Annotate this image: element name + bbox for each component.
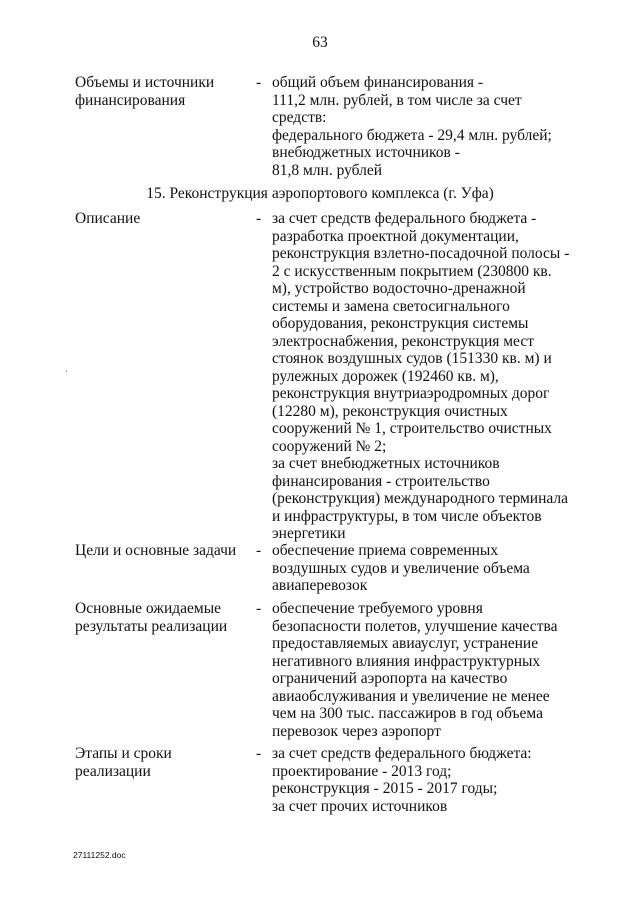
value-line: за счет средств федерального бюджета - <box>272 210 537 227</box>
value-line: системы и замена светосигнального <box>272 297 510 315</box>
results-value <box>272 600 572 740</box>
description-label <box>75 210 250 228</box>
section-heading: 15. Реконструкция аэропортового комплекса (г. Уфа) <box>146 185 494 202</box>
value-line: рулежных дорожек (192460 кв. м), <box>272 367 499 385</box>
value-line: негативного влияния инфраструктурных <box>272 652 541 670</box>
value-line: воздушных судов и увеличение объема <box>272 559 530 577</box>
value-line: реконструкция - 2015 - 2017 годы; <box>272 780 498 797</box>
value-line: 81,8 млн. рублей <box>272 161 383 179</box>
value-line: реконструкция внутриаэродромных дорог <box>272 385 550 402</box>
value-line: (12280 м), реконструкция очистных <box>272 402 508 420</box>
label-line: Описание <box>75 210 141 227</box>
footer-filename: 27111252.doc <box>73 850 126 860</box>
value-line: общий объем финансирования - <box>272 74 484 91</box>
stages-label <box>75 745 250 780</box>
value-line: авиаобслуживания и увеличение не менее <box>272 687 550 705</box>
value-line: сооружений № 2; <box>272 437 387 455</box>
value-line: внебюджетных источников - <box>272 144 460 161</box>
row-dash: - <box>256 542 262 559</box>
label-line: реализации <box>75 762 151 780</box>
description-value <box>272 210 572 543</box>
value-line: средств: <box>272 109 327 126</box>
row-dash: - <box>256 74 262 91</box>
value-line: электроснабжения, реконструкция мест <box>272 332 534 350</box>
value-line: оборудования, реконструкция системы <box>272 315 529 332</box>
value-line: 2 с искусственным покрытием (230800 кв. <box>272 262 552 280</box>
value-line: стоянок воздушных судов (151330 кв. м) и <box>272 350 552 367</box>
value-line: за счет прочих источников <box>272 797 448 815</box>
value-line: за счет средств федерального бюджета: <box>272 745 532 762</box>
value-line: энергетики <box>272 525 346 542</box>
row-dash: - <box>256 600 262 617</box>
label-line: Цели и основные задачи <box>75 542 237 559</box>
value-line: за счет внебюджетных источников <box>272 455 500 472</box>
margin-mark <box>66 370 67 372</box>
value-line: сооружений № 1, строительство очистных <box>272 420 552 437</box>
value-line: предоставляемых авиауслуг, устранение <box>272 635 539 652</box>
stages-value <box>272 745 572 815</box>
value-line: разработка проектной документации, <box>272 227 519 245</box>
financing-label <box>75 74 250 109</box>
value-line: м), устройство водосточно-дренажной <box>272 280 526 297</box>
value-line: ограничений аэропорта на качество <box>272 670 508 687</box>
value-line: 111,2 млн. рублей, в том числе за счет <box>272 91 522 109</box>
label-line: Этапы и сроки <box>75 745 172 762</box>
label-line: Основные ожидаемые <box>75 600 222 617</box>
value-line: проектирование - 2013 год; <box>272 762 452 780</box>
value-line: реконструкция взлетно-посадочной полосы - <box>272 245 570 262</box>
value-line: (реконструкция) международного терминала <box>272 490 568 507</box>
value-line: безопасности полетов, улучшение качества <box>272 617 558 635</box>
value-line: и инфраструктуры, в том числе объектов <box>272 507 542 525</box>
value-line: чем на 300 тыс. пассажиров в год объема <box>272 705 544 722</box>
results-label <box>75 600 250 635</box>
value-line: федерального бюджета - 29,4 млн. рублей; <box>272 126 552 144</box>
label-line: Объемы и источники <box>75 74 215 91</box>
value-line: финансирования - строительство <box>272 472 490 490</box>
goals-value <box>272 542 572 595</box>
label-line: результаты реализации <box>75 617 228 635</box>
row-dash: - <box>256 210 262 227</box>
financing-value <box>272 74 572 179</box>
value-line: авиаперевозок <box>272 577 368 594</box>
value-line: перевозок через аэропорт <box>272 722 441 740</box>
label-line: финансирования <box>75 91 186 109</box>
goals-label <box>75 542 250 560</box>
page-number: 63 <box>312 34 328 51</box>
value-line: обеспечение требуемого уровня <box>272 600 483 617</box>
row-dash: - <box>256 745 262 762</box>
value-line: обеспечение приема современных <box>272 542 499 559</box>
